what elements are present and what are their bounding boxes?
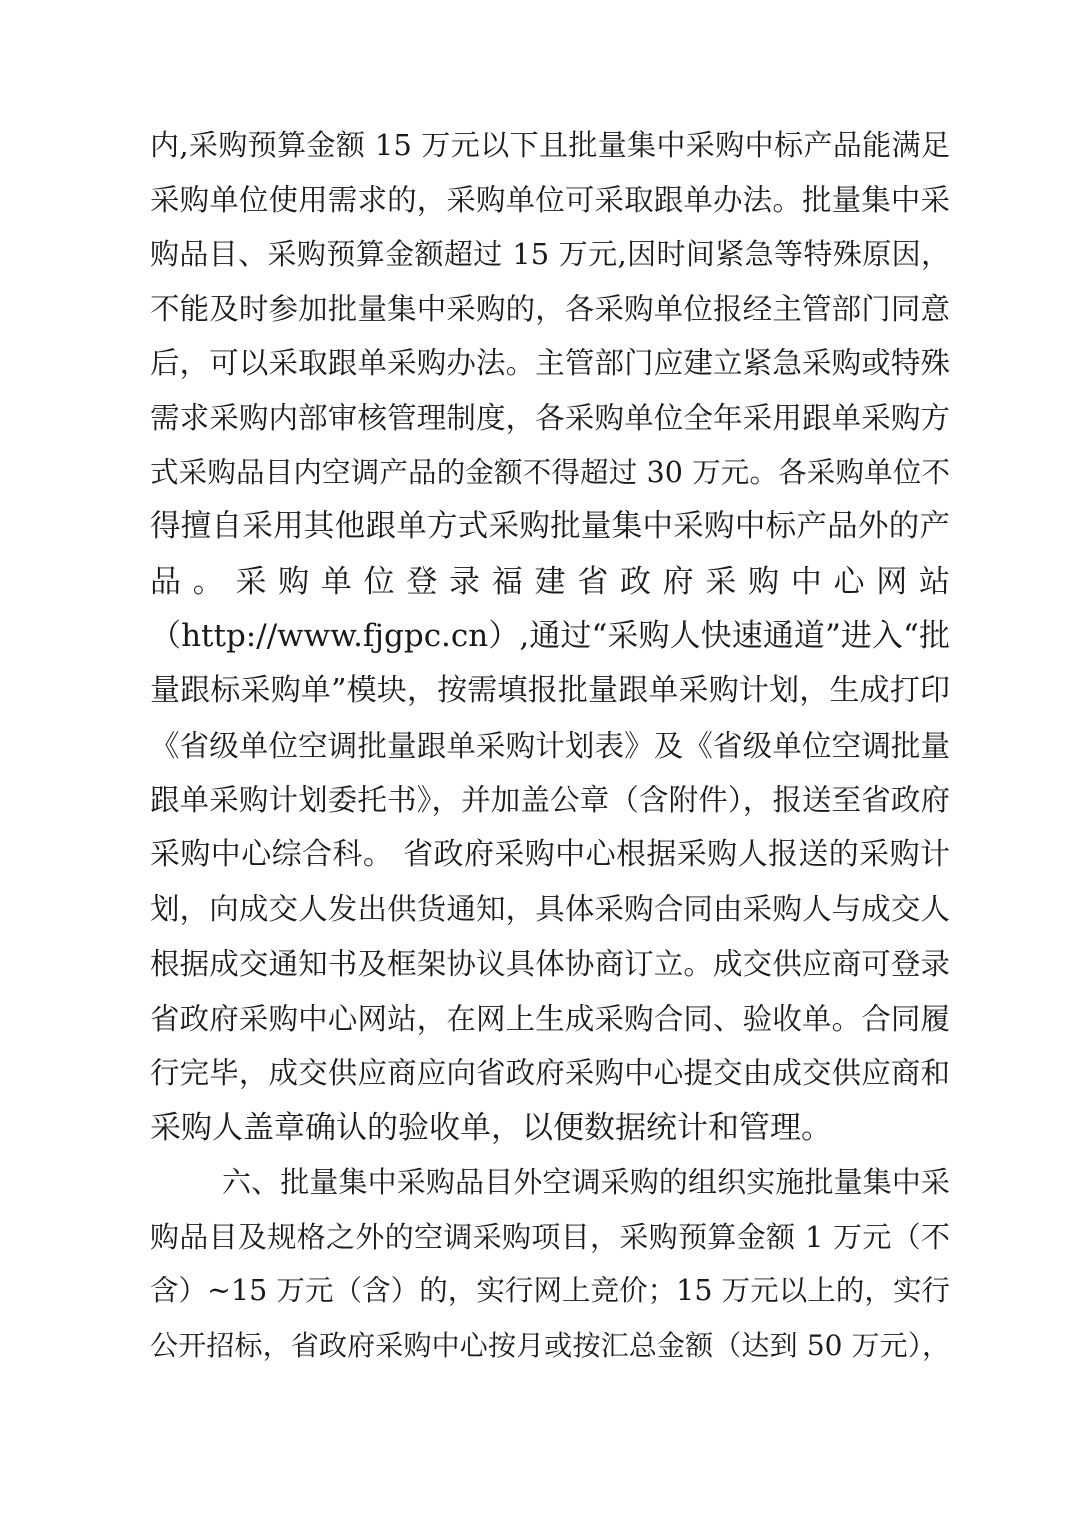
- text-line: 含）~15 万元（含）的，实行网上竞价；15 万元以上的，实行: [150, 1274, 950, 1308]
- text-line: 量跟标采购单”模块，按需填报批量跟单采购计划，生成打印: [150, 672, 950, 708]
- text-line: 跟单采购计划委托书》，并加盖公章（含附件），报送至省政府: [150, 783, 950, 818]
- text-line: 《省级单位空调批量跟单采购计划表》及《省级单位空调批量: [150, 728, 950, 763]
- section-heading-line: 六、批量集中采购品目外空调采购的组织实施批量集中采: [222, 1165, 950, 1200]
- text-line: 后，可以采取跟单采购办法。主管部门应建立紧急采购或特殊: [150, 346, 950, 381]
- text-line: 品 。 采 购 单 位 登 录 福 建 省 政 府 采 购 中 心 网 站: [150, 563, 950, 600]
- text-line: 内,采购预算金额 15 万元以下且批量集中采购中标产品能满足: [150, 128, 950, 162]
- text-line: 购品目及规格之外的空调采购项目，采购预算金额 1 万元（不: [150, 1219, 950, 1254]
- text-line: （http://www.fjgpc.cn）,通过“采购人快速通道”进入“批: [150, 618, 950, 655]
- text-line: 需求采购内部审核管理制度，各采购单位全年采用跟单采购方: [150, 400, 950, 435]
- text-line: 采购单位使用需求的，采购单位可采取跟单办法。批量集中采: [150, 182, 950, 217]
- text-line: 公开招标，省政府采购中心按月或按汇总金额（达到 50 万元），: [150, 1329, 950, 1363]
- text-line: 划，向成交人发出供货通知，具体采购合同由采购人与成交人: [150, 892, 950, 927]
- text-line: 省政府采购中心网站，在网上生成采购合同、验收单。合同履: [150, 1001, 950, 1036]
- text-line: 行完毕，成交供应商应向省政府采购中心提交由成交供应商和: [150, 1056, 950, 1091]
- paragraph-end-line: 采购人盖章确认的验收单，以便数据统计和管理。: [150, 1109, 832, 1146]
- text-line: 购品目、采购预算金额超过 15 万元,因时间紧急等特殊原因，: [150, 237, 950, 272]
- text-line: 不能及时参加批量集中采购的，各采购单位报经主管部门同意: [150, 291, 950, 326]
- text-line: 根据成交通知书及框架协议具体协商订立。成交供应商可登录: [150, 946, 950, 981]
- text-line: 采购中心综合科。 省政府采购中心根据采购人报送的采购计: [150, 836, 950, 872]
- body-text: [150, 118, 950, 1374]
- text-line: 式采购品目内空调产品的金额不得超过 30 万元。各采购单位不: [150, 455, 950, 489]
- text-line: 得擅自采用其他跟单方式采购批量集中采购中标产品外的产: [150, 509, 950, 545]
